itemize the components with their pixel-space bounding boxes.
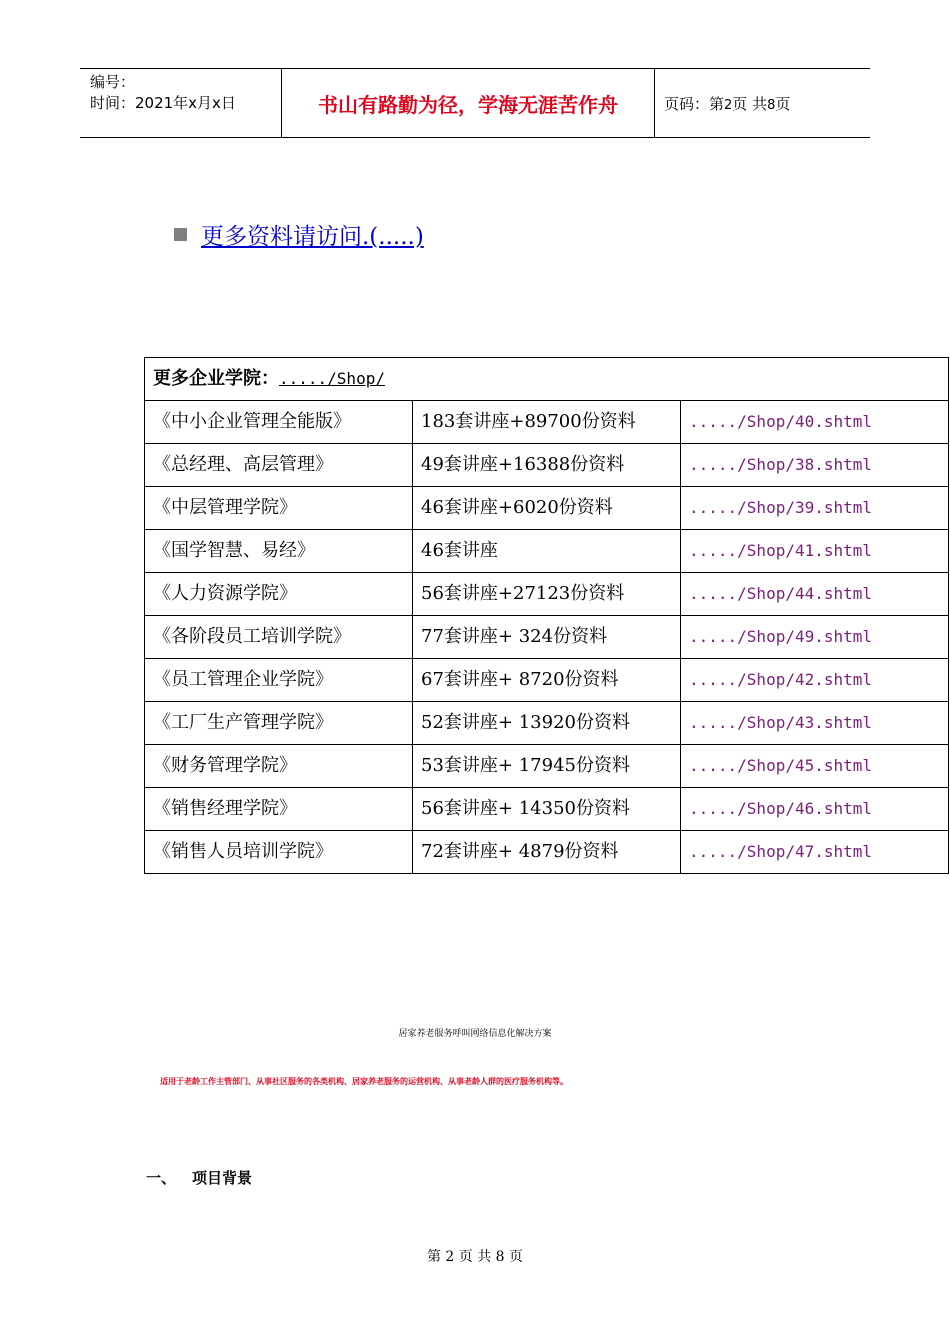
catalog-header-title: 更多企业学院： <box>153 368 279 389</box>
square-bullet-icon <box>174 228 187 241</box>
table-row <box>145 573 949 616</box>
section-title: 项目背景 <box>192 1169 253 1187</box>
course-desc: 77套讲座+ 324份资料 <box>413 616 681 659</box>
course-desc: 56套讲座+ 14350份资料 <box>413 788 681 831</box>
course-desc: 53套讲座+ 17945份资料 <box>413 745 681 788</box>
document-title: 居家养老服务呼叫网络信息化解决方案 <box>398 1029 552 1039</box>
course-name: 《总经理、高层管理》 <box>145 444 413 487</box>
course-name: 《工厂生产管理学院》 <box>145 702 413 745</box>
catalog-header-row <box>145 358 949 401</box>
table-row <box>145 616 949 659</box>
course-name: 《财务管理学院》 <box>145 745 413 788</box>
course-desc: 183套讲座+89700份资料 <box>413 401 681 444</box>
course-name: 《员工管理企业学院》 <box>145 659 413 702</box>
number-label: 编号： <box>90 73 136 91</box>
course-desc: 67套讲座+ 8720份资料 <box>413 659 681 702</box>
course-link[interactable]: ...../Shop/39.shtml <box>681 487 949 530</box>
course-link[interactable]: ...../Shop/44.shtml <box>681 573 949 616</box>
course-link[interactable]: ...../Shop/41.shtml <box>681 530 949 573</box>
catalog-header-cell <box>145 358 949 401</box>
page-header <box>80 68 870 138</box>
course-name: 《销售人员培训学院》 <box>145 831 413 874</box>
applicable-note: 适用于老龄工作主管部门、从事社区服务的各类机构、居家养老服务的运营机构、从事老龄人群的医疗服务机构等。 <box>160 1077 568 1086</box>
table-row <box>145 745 949 788</box>
time-label: 时间：2021年x月x日 <box>90 94 236 112</box>
course-name: 《中小企业管理全能版》 <box>145 401 413 444</box>
page-prefix: 页码：第 <box>664 95 725 113</box>
table-row <box>145 401 949 444</box>
course-name: 《国学智慧、易经》 <box>145 530 413 573</box>
more-resources-link[interactable]: 更多资料请访问.(.....) <box>201 224 424 250</box>
course-desc: 52套讲座+ 13920份资料 <box>413 702 681 745</box>
table-row <box>145 659 949 702</box>
course-desc: 46套讲座 <box>413 530 681 573</box>
table-row <box>145 702 949 745</box>
course-desc: 49套讲座+16388份资料 <box>413 444 681 487</box>
course-name: 《人力资源学院》 <box>145 573 413 616</box>
course-link[interactable]: ...../Shop/38.shtml <box>681 444 949 487</box>
header-page-info <box>664 93 790 114</box>
page-current: 2 <box>724 98 733 113</box>
course-link[interactable]: ...../Shop/40.shtml <box>681 401 949 444</box>
page-footer: 第 2 页 共 8 页 <box>426 1249 524 1265</box>
course-link[interactable]: ...../Shop/49.shtml <box>681 616 949 659</box>
header-meta <box>90 72 236 114</box>
course-link[interactable]: ...../Shop/42.shtml <box>681 659 949 702</box>
course-desc: 56套讲座+27123份资料 <box>413 573 681 616</box>
page-total: 8 <box>767 98 776 113</box>
catalog-header-link[interactable]: ...../Shop/ <box>279 369 385 388</box>
course-link[interactable]: ...../Shop/45.shtml <box>681 745 949 788</box>
header-motto: 书山有路勤为径，学海无涯苦作舟 <box>318 93 618 117</box>
table-row <box>145 530 949 573</box>
course-link[interactable]: ...../Shop/46.shtml <box>681 788 949 831</box>
course-desc: 72套讲座+ 4879份资料 <box>413 831 681 874</box>
table-row <box>145 487 949 530</box>
section-number: 一、 <box>146 1169 177 1187</box>
course-name: 《中层管理学院》 <box>145 487 413 530</box>
course-name: 《各阶段员工培训学院》 <box>145 616 413 659</box>
section-heading <box>146 1167 252 1188</box>
course-link[interactable]: ...../Shop/47.shtml <box>681 831 949 874</box>
table-row <box>145 788 949 831</box>
header-divider <box>654 69 655 137</box>
course-desc: 46套讲座+6020份资料 <box>413 487 681 530</box>
page-mid: 页 共 <box>732 95 768 113</box>
course-name: 《销售经理学院》 <box>145 788 413 831</box>
course-link[interactable]: ...../Shop/43.shtml <box>681 702 949 745</box>
table-row <box>145 444 949 487</box>
page-suffix: 页 <box>775 95 791 113</box>
table-row <box>145 831 949 874</box>
catalog-table <box>144 357 949 874</box>
visit-row <box>174 218 424 251</box>
